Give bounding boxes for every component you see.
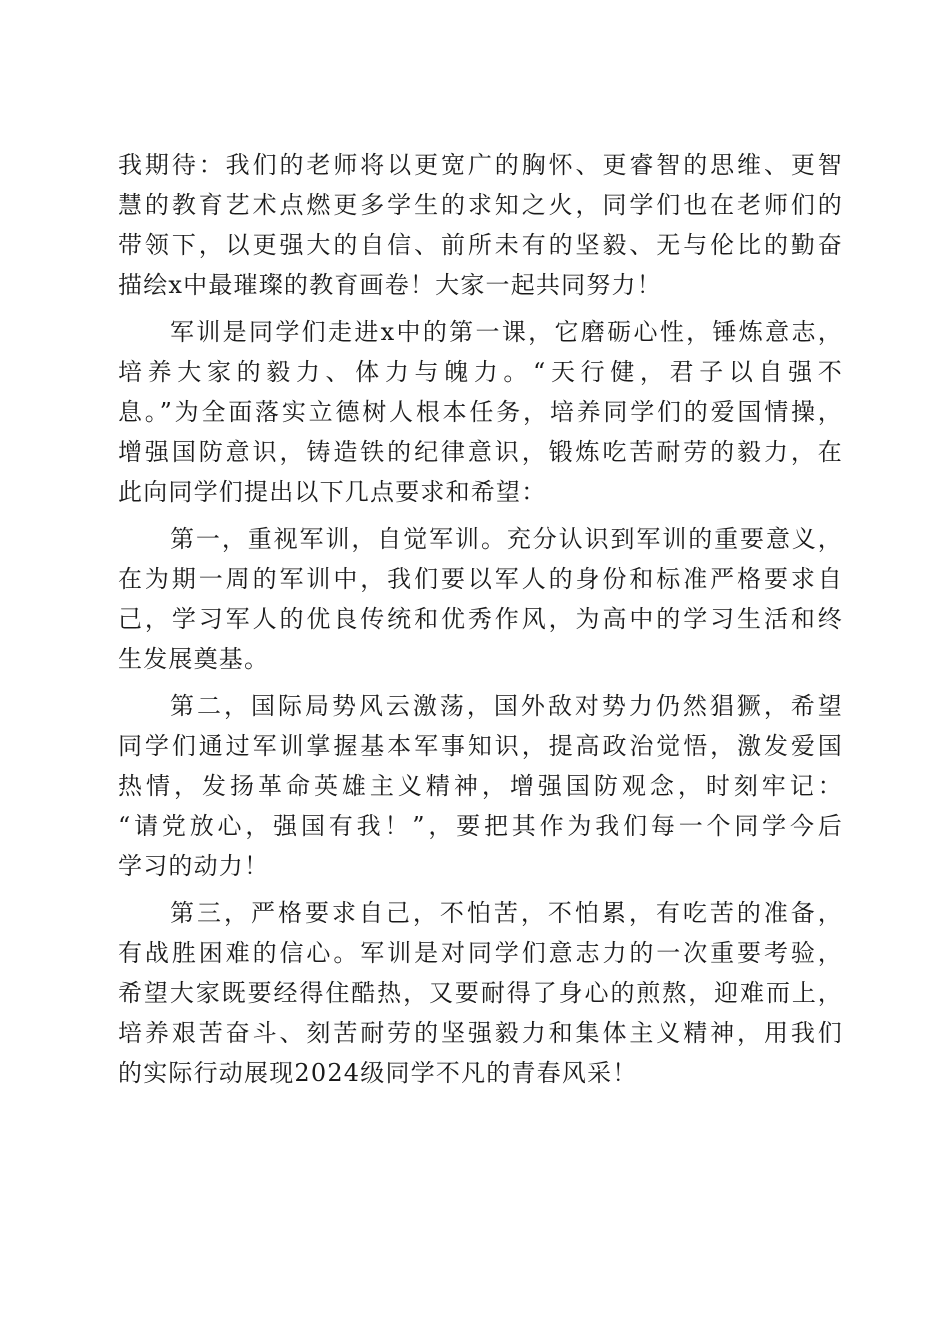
text-line: 第二，国际局势风云激荡，国外敌对势力仍然猖獗，希望 — [170, 692, 843, 720]
text-line: 的实际行动展现2024级同学不凡的青春风采！ — [118, 1059, 638, 1087]
paragraph-closing-expectation — [118, 145, 843, 305]
text-line: 己，学习军人的优良传统和优秀作风，为高中的学习生活和终 — [118, 605, 843, 633]
paragraph-requirement-first — [118, 519, 843, 679]
text-line: 希望大家既要经得住酷热，又要耐得了身心的煎熬，迎难而上， — [118, 979, 843, 1007]
text-line: 我期待：我们的老师将以更宽广的胸怀、更睿智的思维、更智 — [118, 151, 843, 179]
text-line: 有战胜困难的信心。军训是对同学们意志力的一次重要考验， — [118, 939, 843, 967]
text-line: 在为期一周的军训中，我们要以军人的身份和标准严格要求自 — [118, 565, 843, 593]
text-line: “请党放心，强国有我！”，要把其作为我们每一个同学今后 — [118, 812, 843, 840]
paragraph-requirement-second — [118, 686, 843, 886]
text-line: 生发展奠基。 — [118, 645, 270, 673]
text-line: 同学们通过军训掌握基本军事知识，提高政治觉悟，激发爱国 — [118, 732, 843, 760]
text-line: 第三，严格要求自己，不怕苦，不怕累，有吃苦的准备， — [170, 899, 843, 927]
text-line: 描绘x中最璀璨的教育画卷！大家一起共同努力！ — [118, 271, 662, 299]
text-line: 军训是同学们走进x中的第一课，它磨砺心性，锤炼意志， — [170, 318, 843, 346]
document-body — [118, 145, 843, 1093]
paragraph-requirement-third — [118, 893, 843, 1093]
text-line: 热情，发扬革命英雄主义精神，增强国防观念，时刻牢记： — [118, 772, 843, 800]
text-line: 增强国防意识，铸造铁的纪律意识，锻炼吃苦耐劳的毅力，在 — [118, 438, 843, 466]
text-line: 此向同学们提出以下几点要求和希望： — [118, 478, 547, 506]
text-line: 学习的动力！ — [118, 852, 270, 880]
text-line: 带领下，以更强大的自信、前所未有的坚毅、无与伦比的勤奋 — [118, 231, 843, 259]
text-line: 第一，重视军训，自觉军训。充分认识到军训的重要意义， — [170, 525, 843, 553]
text-line: 息。”为全面落实立德树人根本任务，培养同学们的爱国情操， — [118, 398, 843, 426]
text-line: 慧的教育艺术点燃更多学生的求知之火，同学们也在老师们的 — [118, 191, 843, 219]
text-line: 培养艰苦奋斗、刻苦耐劳的坚强毅力和集体主义精神，用我们 — [118, 1019, 843, 1047]
text-line: 培养大家的毅力、体力与魄力。“天行健，君子以自强不 — [118, 358, 843, 386]
paragraph-military-training-intro — [118, 312, 843, 512]
